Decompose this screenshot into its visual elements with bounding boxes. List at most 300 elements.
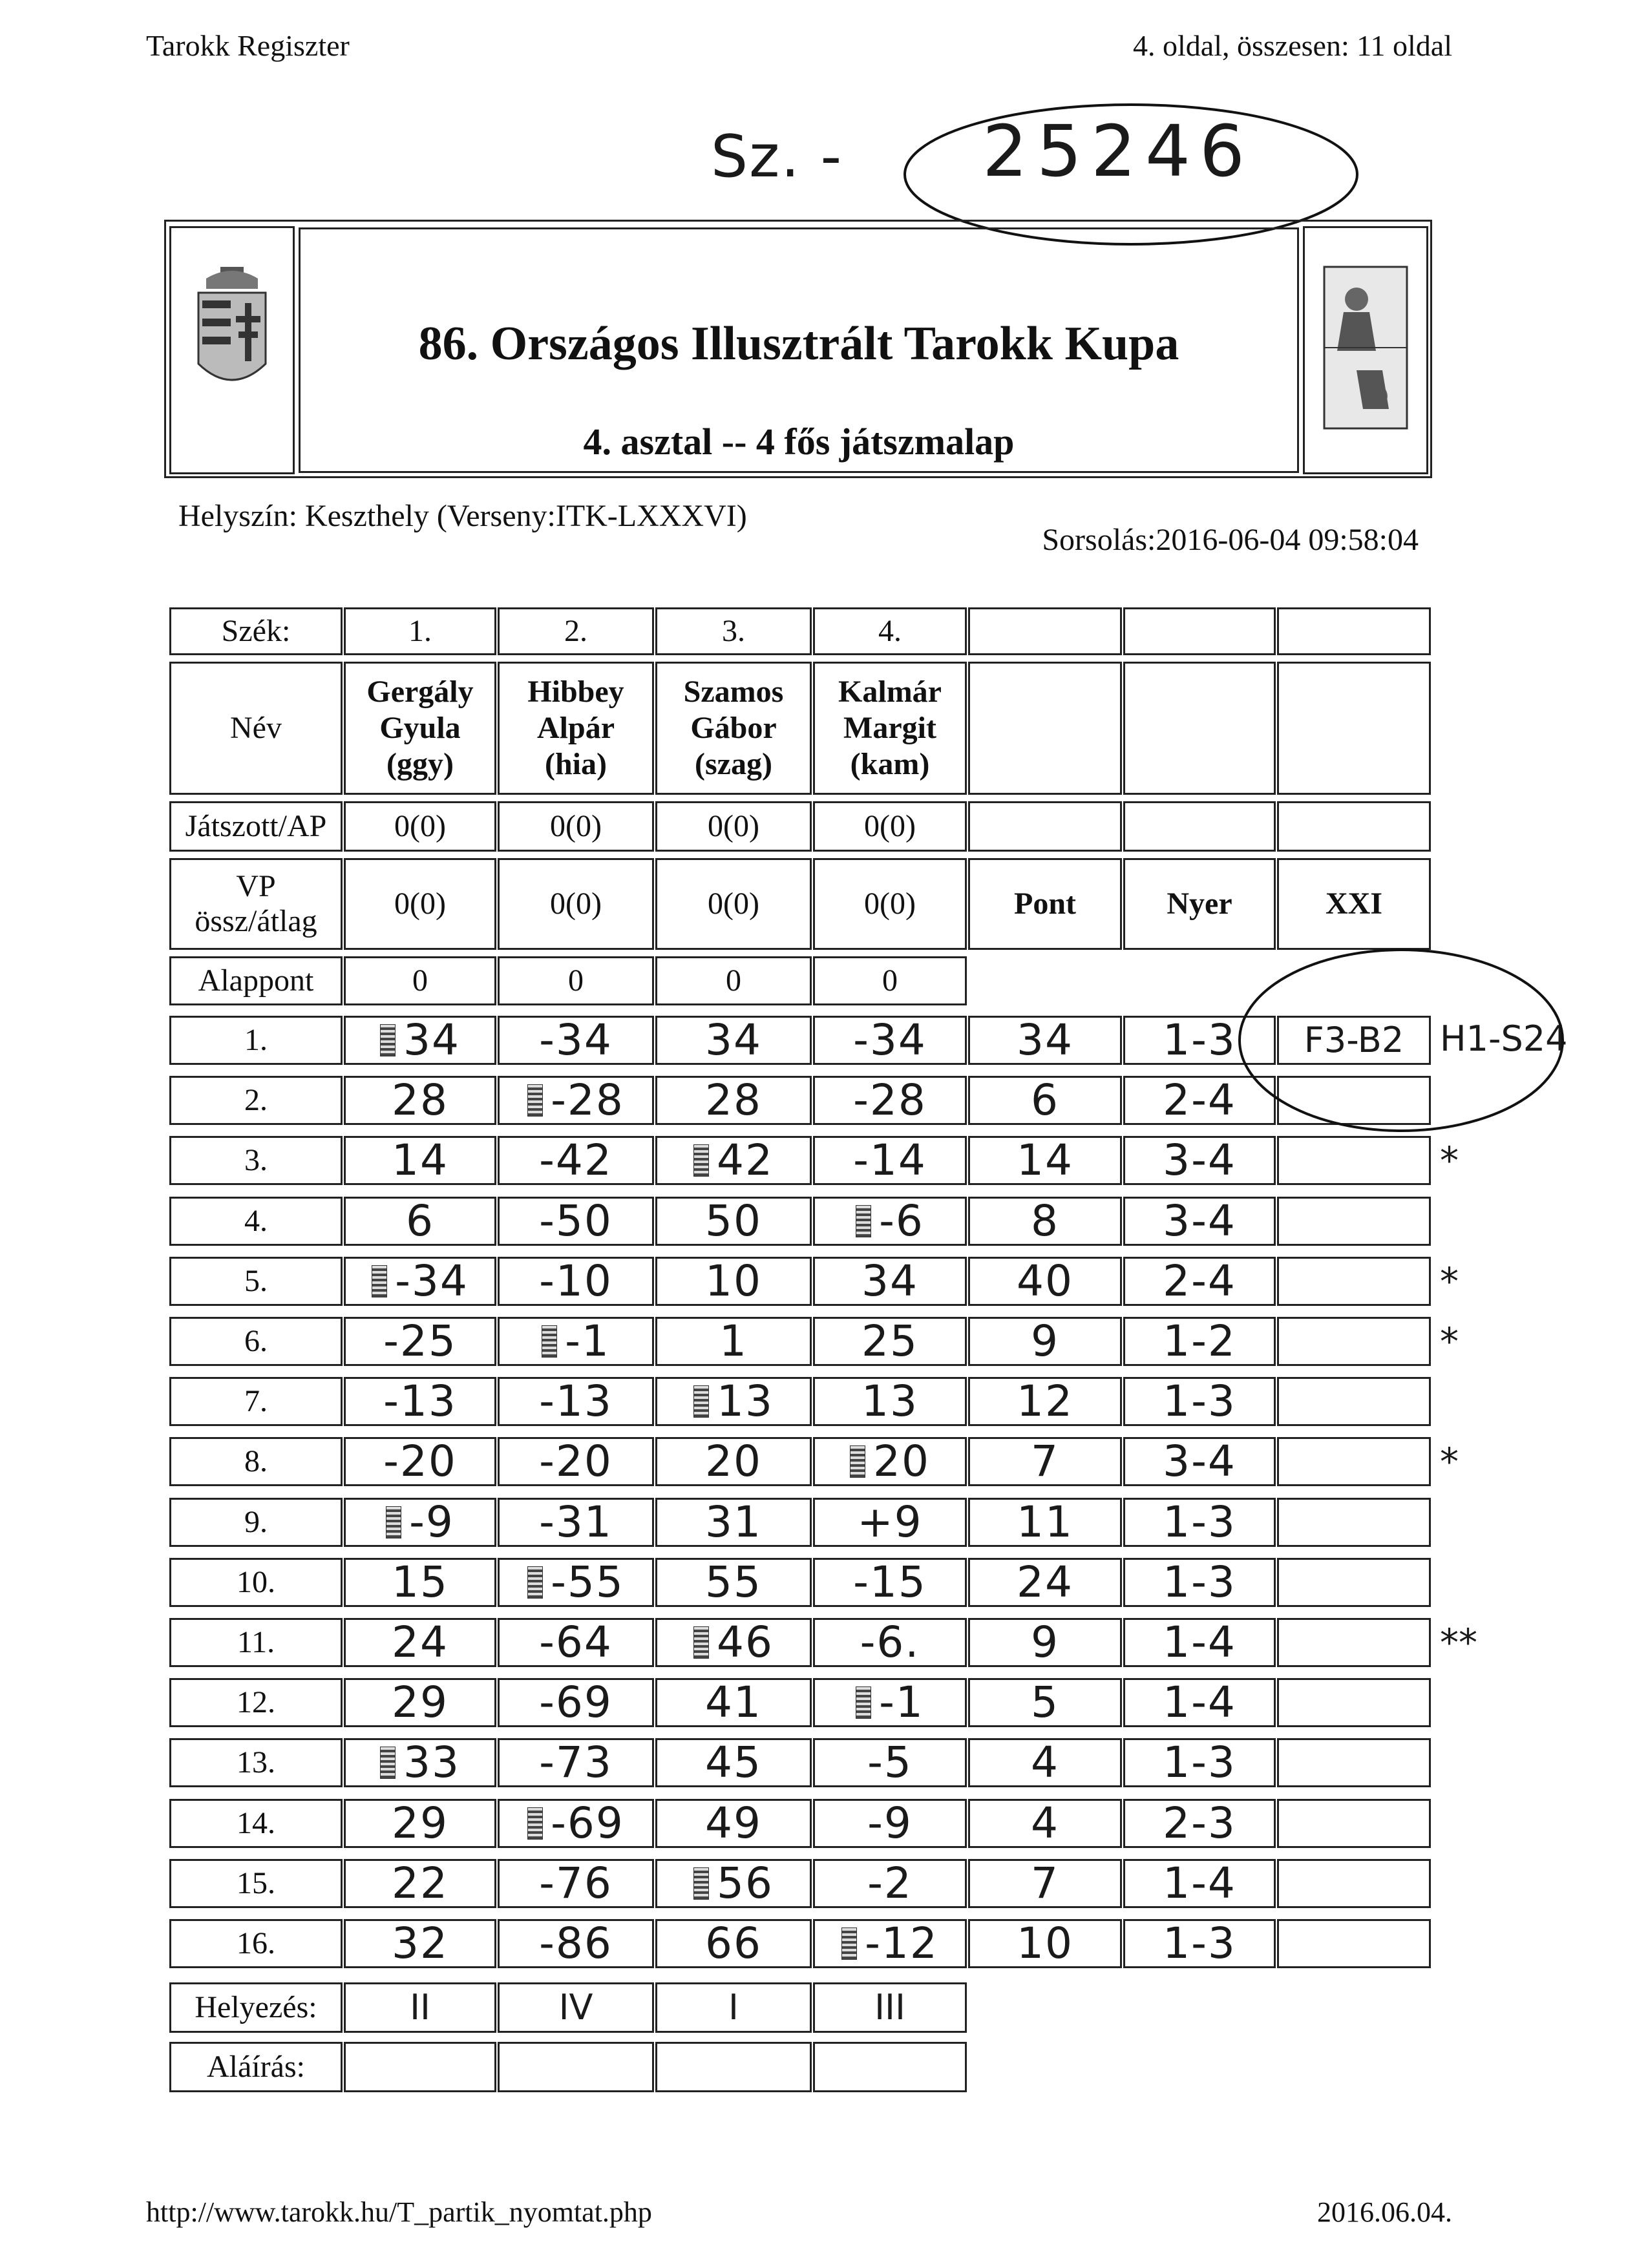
round-score <box>344 1257 496 1306</box>
round-score <box>498 1437 654 1486</box>
round-score <box>498 1317 654 1366</box>
round-score <box>498 1859 654 1908</box>
round-nyer-value: 3-4 <box>1163 1436 1236 1486</box>
dealer-card-icon <box>527 1084 543 1117</box>
round-score <box>655 1437 812 1486</box>
round-score-value: -50 <box>539 1196 613 1246</box>
round-number: 14. <box>169 1799 343 1848</box>
round-score <box>813 1558 967 1607</box>
round-score <box>655 1076 812 1125</box>
round-number: 2. <box>169 1076 343 1125</box>
round-score <box>813 1919 967 1968</box>
vp-value: 0(0) <box>498 858 654 950</box>
empty-header-cell <box>1277 662 1431 795</box>
round-nyer-value: 2-3 <box>1163 1798 1236 1848</box>
vp-value: 0(0) <box>813 858 967 950</box>
round-score <box>655 1136 812 1185</box>
signature-cell <box>498 2042 654 2092</box>
round-score-value: 13 <box>717 1376 774 1426</box>
round-nyer-value: 1-3 <box>1163 1015 1236 1065</box>
page-header-left: Tarokk Regiszter <box>146 29 350 62</box>
round-number: 6. <box>169 1317 343 1366</box>
round-number: 3. <box>169 1136 343 1185</box>
round-score-value: 66 <box>705 1918 762 1968</box>
venue-text: Helyszín: Keszthely (Verseny:ITK-LXXXVI) <box>178 499 747 533</box>
round-score-value: 20 <box>705 1436 762 1486</box>
round-score-value: -55 <box>551 1557 624 1607</box>
round-score <box>813 1377 967 1426</box>
round-nyer <box>1123 1498 1276 1547</box>
round-pont <box>968 1498 1122 1547</box>
round-score-value: 34 <box>705 1015 762 1065</box>
alappont-label: Alappont <box>169 956 343 1005</box>
round-pont <box>968 1618 1122 1667</box>
round-number: 9. <box>169 1498 343 1547</box>
dealer-card-icon <box>380 1747 396 1779</box>
player-name-line1: Kalmár <box>838 675 942 709</box>
round-score <box>813 1678 967 1727</box>
round-score-value: 15 <box>392 1557 449 1607</box>
seat-number: 3. <box>655 607 812 655</box>
card-box <box>1303 226 1428 474</box>
round-pont-value: 5 <box>1031 1677 1059 1727</box>
round-margin-note: * <box>1440 1259 1459 1303</box>
round-score <box>813 1016 967 1065</box>
round-score <box>498 1558 654 1607</box>
nyer-header: Nyer <box>1123 858 1276 950</box>
round-pont <box>968 1859 1122 1908</box>
round-nyer <box>1123 1799 1276 1848</box>
round-score <box>655 1377 812 1426</box>
round-score <box>344 1016 496 1065</box>
round-score-value: -10 <box>539 1256 613 1306</box>
round-score <box>344 1498 496 1547</box>
round-score <box>344 1437 496 1486</box>
footer-date: 2016.06.04. <box>1317 2196 1452 2228</box>
round-score <box>344 1136 496 1185</box>
round-nyer <box>1123 1738 1276 1787</box>
round-nyer-value: 1-3 <box>1163 1918 1236 1968</box>
nev-label: Név <box>169 662 343 795</box>
alairas-label: Aláírás: <box>169 2042 343 2092</box>
round-score <box>344 1859 496 1908</box>
round-score <box>344 1197 496 1246</box>
round-score-value: 25 <box>861 1316 918 1366</box>
round-xxi <box>1277 1377 1431 1426</box>
vp-label-line: össz/átlag <box>195 904 317 938</box>
round-score-value: -69 <box>551 1798 624 1848</box>
round-score-value: -12 <box>865 1918 938 1968</box>
round-nyer-value: 1-3 <box>1163 1497 1236 1547</box>
round-pont <box>968 1919 1122 1968</box>
player-name-line1: Hibbey <box>527 675 624 709</box>
round-score <box>344 1799 496 1848</box>
szek-label: Szék: <box>169 607 343 655</box>
signature-cell <box>344 2042 496 2092</box>
alappont-value: 0 <box>655 956 812 1005</box>
round-score-value: -15 <box>853 1557 927 1607</box>
round-score <box>655 1799 812 1848</box>
round-nyer <box>1123 1437 1276 1486</box>
round-nyer <box>1123 1678 1276 1727</box>
round-number: 1. <box>169 1016 343 1065</box>
round-xxi <box>1277 1437 1431 1486</box>
round-score <box>655 1738 812 1787</box>
round-score-value: -28 <box>551 1075 624 1125</box>
round-score-value: -42 <box>539 1135 613 1185</box>
player-name-line2: Margit <box>843 711 936 745</box>
round-pont-value: 40 <box>1017 1256 1073 1306</box>
round-number: 7. <box>169 1377 343 1426</box>
round-score-value: 29 <box>392 1798 449 1848</box>
round-score-value: 6 <box>406 1196 434 1246</box>
player-name-line1: Szamos <box>683 675 784 709</box>
round-pont <box>968 1377 1122 1426</box>
placement-value: II <box>410 1987 430 2028</box>
round-pont-value: 34 <box>1017 1015 1073 1065</box>
round-score <box>655 1678 812 1727</box>
alappont-value: 0 <box>813 956 967 1005</box>
round-score-value: -25 <box>383 1316 457 1366</box>
round-nyer <box>1123 1377 1276 1426</box>
round-pont <box>968 1136 1122 1185</box>
round-score-value: -9 <box>409 1497 454 1547</box>
round-score-value: 13 <box>861 1376 918 1426</box>
empty-header-cell <box>968 801 1122 852</box>
round-score-value: +9 <box>857 1497 923 1547</box>
player-name-line2: Gábor <box>690 711 777 745</box>
round-score-value: 49 <box>705 1798 762 1848</box>
round-score <box>813 1859 967 1908</box>
round-nyer-value: 1-4 <box>1163 1677 1236 1727</box>
placement-cell <box>813 1982 967 2033</box>
round-pont-value: 6 <box>1031 1075 1059 1125</box>
round-score <box>498 1076 654 1125</box>
round-xxi <box>1277 1618 1431 1667</box>
round-score-value: -13 <box>539 1376 613 1426</box>
round-number: 12. <box>169 1678 343 1727</box>
round-score <box>498 1136 654 1185</box>
round-score-value: 28 <box>392 1075 449 1125</box>
placement-cell <box>655 1982 812 2033</box>
round-margin-note: ** <box>1440 1621 1477 1664</box>
round-margin-note: * <box>1440 1319 1459 1363</box>
dealer-card-icon <box>380 1024 396 1056</box>
vp-value: 0(0) <box>344 858 496 950</box>
vp-label <box>169 858 343 950</box>
round-nyer-value: 1-3 <box>1163 1376 1236 1426</box>
coat-of-arms-icon <box>171 228 293 472</box>
round-score-value: -6. <box>860 1617 920 1667</box>
dealer-card-icon <box>856 1205 871 1237</box>
empty-header-cell <box>1123 607 1276 655</box>
round-score <box>813 1799 967 1848</box>
player-name-line3: (kam) <box>850 747 930 781</box>
round-score <box>498 1618 654 1667</box>
round-pont <box>968 1437 1122 1486</box>
round-score <box>344 1678 496 1727</box>
round-pont <box>968 1558 1122 1607</box>
jatszott-value: 0(0) <box>655 801 812 852</box>
round-xxi <box>1277 1738 1431 1787</box>
vp-label-line: VP <box>236 869 276 903</box>
round-score <box>344 1076 496 1125</box>
round-score-value: -64 <box>539 1617 613 1667</box>
round-nyer <box>1123 1558 1276 1607</box>
round-score-value: -73 <box>539 1738 613 1787</box>
round-pont-value: 4 <box>1031 1738 1059 1787</box>
empty-header-cell <box>968 662 1122 795</box>
round-score <box>655 1317 812 1366</box>
round-score-value: -1 <box>879 1677 924 1727</box>
round-xxi <box>1277 1498 1431 1547</box>
round-score-value: 24 <box>392 1617 449 1667</box>
round-xxi <box>1277 1136 1431 1185</box>
round-score-value: 14 <box>392 1135 449 1185</box>
player-name-line3: (ggy) <box>386 747 454 781</box>
dealer-card-icon <box>693 1626 709 1659</box>
round-nyer-value: 2-4 <box>1163 1075 1236 1125</box>
handwritten-number: 25246 <box>982 110 1254 193</box>
round-pont <box>968 1317 1122 1366</box>
round-score <box>498 1498 654 1547</box>
round-pont-value: 7 <box>1031 1858 1059 1908</box>
round-score <box>655 1197 812 1246</box>
round-pont <box>968 1738 1122 1787</box>
player-name <box>813 662 967 795</box>
round-pont <box>968 1197 1122 1246</box>
placement-value: III <box>874 1987 905 2028</box>
round-score <box>344 1618 496 1667</box>
tournament-title: 86. Országos Illusztrált Tarokk Kupa <box>418 317 1179 370</box>
round-score <box>813 1136 967 1185</box>
round-score-value: -6 <box>879 1196 924 1246</box>
round-nyer <box>1123 1257 1276 1306</box>
round-nyer <box>1123 1859 1276 1908</box>
round-score-value: -9 <box>867 1798 913 1848</box>
dealer-card-icon <box>850 1445 865 1478</box>
round-xxi-value: F3-B2 <box>1304 1020 1404 1060</box>
round-xxi <box>1277 1919 1431 1968</box>
round-score-value: -31 <box>539 1497 613 1547</box>
crest-box <box>169 226 295 474</box>
round-score <box>344 1377 496 1426</box>
seat-number: 4. <box>813 607 967 655</box>
round-score-value: 10 <box>705 1256 762 1306</box>
round-nyer-value: 2-4 <box>1163 1256 1236 1306</box>
footer-url: http://www.tarokk.hu/T_partik_nyomtat.php <box>146 2196 652 2228</box>
round-score <box>655 1257 812 1306</box>
round-score-value: 50 <box>705 1196 762 1246</box>
round-pont-value: 7 <box>1031 1436 1059 1486</box>
round-xxi <box>1277 1678 1431 1727</box>
empty-header-cell <box>1123 662 1276 795</box>
round-score-value: -5 <box>867 1738 913 1787</box>
round-score <box>813 1498 967 1547</box>
round-score <box>655 1558 812 1607</box>
empty-header-cell <box>1123 801 1276 852</box>
seat-number: 1. <box>344 607 496 655</box>
round-nyer <box>1123 1197 1276 1246</box>
round-score-value: 33 <box>403 1738 460 1787</box>
round-nyer <box>1123 1919 1276 1968</box>
round-nyer <box>1123 1618 1276 1667</box>
player-name-line3: (szag) <box>695 747 772 781</box>
empty-header-cell <box>1277 801 1431 852</box>
tarokk-card-icon <box>1305 228 1426 472</box>
alappont-value: 0 <box>498 956 654 1005</box>
dealer-card-icon <box>693 1867 709 1900</box>
round-number: 16. <box>169 1919 343 1968</box>
round-pont-value: 10 <box>1017 1918 1073 1968</box>
round-score-value: 46 <box>717 1617 774 1667</box>
round-score <box>498 1738 654 1787</box>
round-score-value: -34 <box>395 1256 469 1306</box>
jatszott-value: 0(0) <box>813 801 967 852</box>
round-score <box>655 1618 812 1667</box>
round-score-value: 42 <box>717 1135 774 1185</box>
round-xxi <box>1277 1799 1431 1848</box>
placement-value: IV <box>558 1987 593 2028</box>
round-pont-value: 9 <box>1031 1617 1059 1667</box>
round-score <box>655 1498 812 1547</box>
round-margin-note: H1-S24 <box>1440 1018 1568 1059</box>
round-score <box>498 1377 654 1426</box>
round-score <box>498 1799 654 1848</box>
round-score <box>813 1738 967 1787</box>
round-number: 4. <box>169 1197 343 1246</box>
round-score-value: -76 <box>539 1858 613 1908</box>
signature-cell <box>813 2042 967 2092</box>
round-score <box>344 1558 496 1607</box>
player-name-line1: Gergály <box>366 675 474 709</box>
round-score-value: -34 <box>853 1015 927 1065</box>
round-score <box>813 1437 967 1486</box>
round-score-value: -2 <box>867 1858 913 1908</box>
round-score-value: -20 <box>539 1436 613 1486</box>
round-number: 15. <box>169 1859 343 1908</box>
round-score-value: 20 <box>873 1436 930 1486</box>
round-nyer-value: 3-4 <box>1163 1196 1236 1246</box>
round-score-value: -13 <box>383 1376 457 1426</box>
signature-cell <box>655 2042 812 2092</box>
round-nyer <box>1123 1317 1276 1366</box>
player-name-line2: Alpár <box>537 711 615 745</box>
dealer-card-icon <box>527 1807 543 1840</box>
round-number: 5. <box>169 1257 343 1306</box>
round-score-value: -1 <box>565 1316 610 1366</box>
dealer-card-icon <box>856 1686 871 1719</box>
placement-cell <box>344 1982 496 2033</box>
round-score <box>498 1919 654 1968</box>
jatszott-label: Játszott/AP <box>169 801 343 852</box>
player-name-line2: Gyula <box>379 711 461 745</box>
round-score <box>813 1076 967 1125</box>
round-pont <box>968 1257 1122 1306</box>
page-header-right: 4. oldal, összesen: 11 oldal <box>1133 29 1452 62</box>
round-score-value: 1 <box>719 1316 748 1366</box>
round-score-value: 56 <box>717 1858 774 1908</box>
vp-value: 0(0) <box>655 858 812 950</box>
handwritten-circle-mark <box>1228 930 1577 1137</box>
round-score-value: -34 <box>539 1015 613 1065</box>
jatszott-value: 0(0) <box>498 801 654 852</box>
table-subtitle: 4. asztal -- 4 fős játszmalap <box>583 421 1015 463</box>
round-nyer-value: 1-4 <box>1163 1617 1236 1667</box>
player-name <box>655 662 812 795</box>
round-nyer-value: 1-4 <box>1163 1858 1236 1908</box>
round-score <box>813 1317 967 1366</box>
round-xxi <box>1277 1257 1431 1306</box>
round-score-value: -28 <box>853 1075 927 1125</box>
handwritten-label: Sz. - <box>711 123 843 191</box>
round-number: 11. <box>169 1618 343 1667</box>
round-number: 10. <box>169 1558 343 1607</box>
round-nyer-value: 1-3 <box>1163 1557 1236 1607</box>
round-pont-value: 12 <box>1017 1376 1073 1426</box>
round-score-value: 22 <box>392 1858 449 1908</box>
dealer-card-icon <box>386 1506 401 1538</box>
round-margin-note: * <box>1440 1139 1459 1182</box>
round-pont <box>968 1678 1122 1727</box>
round-score-value: -69 <box>539 1677 613 1727</box>
round-nyer-value: 3-4 <box>1163 1135 1236 1185</box>
player-name <box>498 662 654 795</box>
round-pont-value: 9 <box>1031 1316 1059 1366</box>
round-xxi <box>1277 1859 1431 1908</box>
round-score-value: 34 <box>403 1015 460 1065</box>
round-score-value: 31 <box>705 1497 762 1547</box>
round-score-value: 32 <box>392 1918 449 1968</box>
round-xxi <box>1277 1317 1431 1366</box>
round-pont-value: 4 <box>1031 1798 1059 1848</box>
dealer-card-icon <box>693 1144 709 1177</box>
round-score-value: 45 <box>705 1738 762 1787</box>
round-score-value: 28 <box>705 1075 762 1125</box>
xxi-header: XXI <box>1277 858 1431 950</box>
draw-timestamp: Sorsolás:2016-06-04 09:58:04 <box>1042 523 1419 557</box>
round-score <box>813 1257 967 1306</box>
round-score <box>813 1197 967 1246</box>
helyezes-label: Helyezés: <box>169 1982 343 2033</box>
round-number: 13. <box>169 1738 343 1787</box>
round-pont <box>968 1076 1122 1125</box>
dealer-card-icon <box>693 1385 709 1418</box>
round-score <box>498 1016 654 1065</box>
round-pont-value: 8 <box>1031 1196 1059 1246</box>
placement-cell <box>498 1982 654 2033</box>
round-pont-value: 14 <box>1017 1135 1073 1185</box>
round-score-value: -14 <box>853 1135 927 1185</box>
player-name <box>344 662 496 795</box>
round-score-value: 29 <box>392 1677 449 1727</box>
round-score-value: 41 <box>705 1677 762 1727</box>
round-pont <box>968 1799 1122 1848</box>
round-score <box>498 1678 654 1727</box>
dealer-card-icon <box>527 1566 543 1599</box>
empty-header-cell <box>968 607 1122 655</box>
round-pont-value: 11 <box>1017 1497 1073 1547</box>
round-margin-note: * <box>1440 1440 1459 1484</box>
round-score <box>344 1317 496 1366</box>
round-score <box>655 1016 812 1065</box>
dealer-card-icon <box>542 1325 557 1358</box>
round-score-value: -20 <box>383 1436 457 1486</box>
round-xxi <box>1277 1197 1431 1246</box>
placement-value: I <box>728 1987 739 2028</box>
round-number: 8. <box>169 1437 343 1486</box>
round-score <box>498 1257 654 1306</box>
